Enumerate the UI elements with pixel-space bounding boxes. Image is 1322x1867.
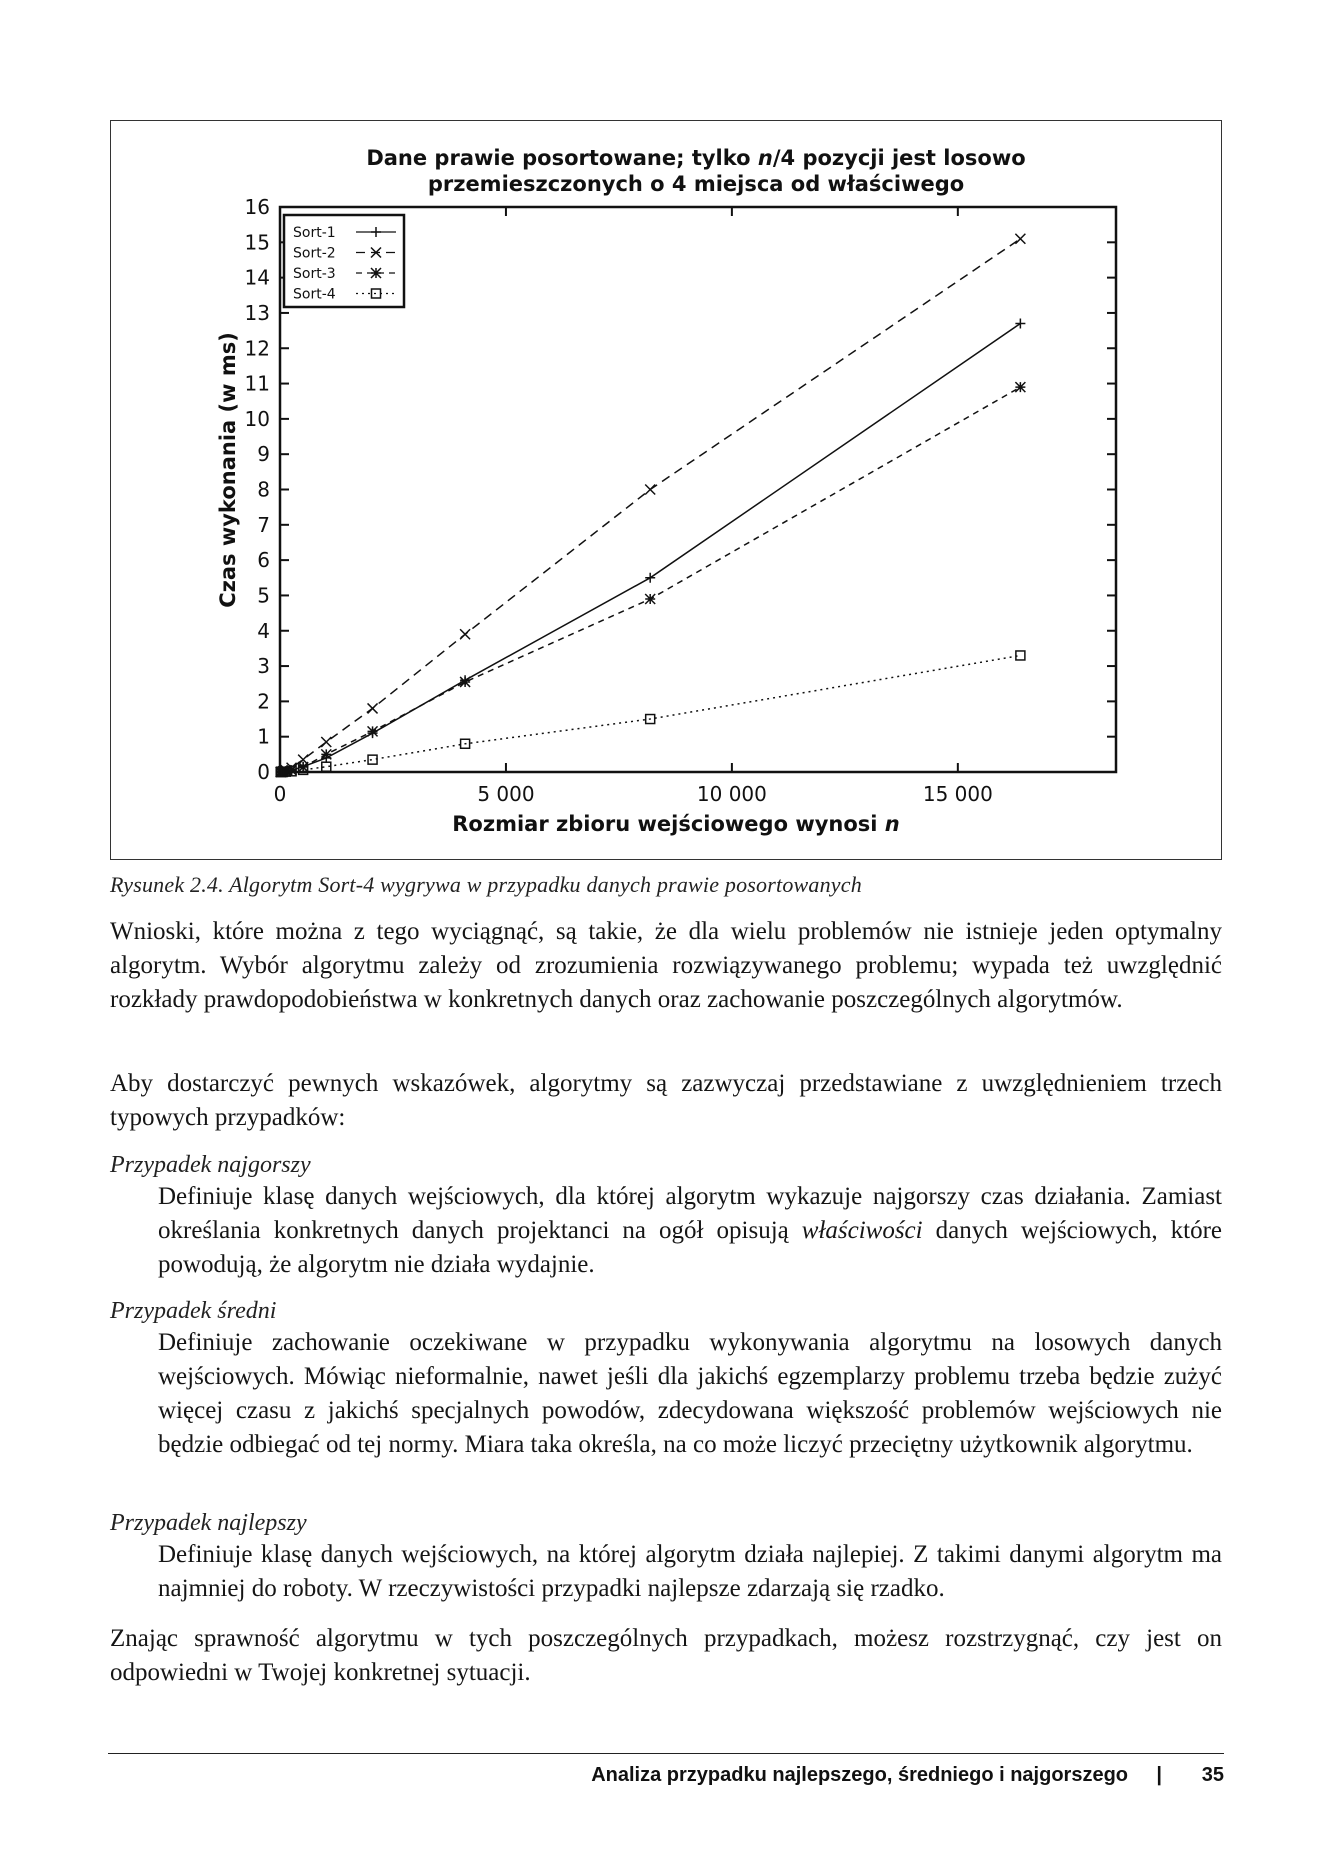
data-point — [645, 594, 655, 604]
data-point — [460, 677, 470, 687]
y-tick-label: 5 — [257, 583, 270, 608]
legend-marker — [371, 268, 381, 278]
definition-worst-case — [158, 1180, 1222, 1282]
paragraph-conclusions: Wnioski, które można z tego wyciągnąć, są takie, że dla wielu problemów nie istnieje jeden optymalny algorytm. Wybór algorytmu zależy od zrozumienia rozwiązywanego problemu; wypada też uwzględnić rozkłady prawdopodobieństwa w konkretnych danych oraz zachowanie poszczególnych algorytmów. — [110, 918, 1222, 1013]
chart — [0, 0, 1322, 880]
y-tick-label: 14 — [244, 265, 270, 290]
figure-caption: Rysunek 2.4. Algorytm Sort-4 wygrywa w przypadku danych prawie posortowanych — [110, 872, 862, 897]
y-tick-label: 16 — [244, 195, 270, 219]
legend-label: Sort-4 — [293, 286, 336, 303]
footer-rule — [108, 1753, 1224, 1754]
data-point — [460, 629, 470, 639]
y-tick-label: 12 — [244, 336, 270, 361]
y-tick-label: 3 — [257, 654, 270, 679]
definition-average-case: Definiuje zachowanie oczekiwane w przypadku wykonywania algorytmu na losowych danych wejściowych. Mówiąc nieformalnie, nawet jeśli dla jakichś egzemplarzy problemu trzeba będzie zużyć więcej czasu z jakichś specjalnych powodów, zdecydowana większość problemów wejściowych nie będzie odbiegać od tej normy. Miara taka określa, na co może liczyć przeciętny użytkownik algorytmu. — [158, 1329, 1222, 1458]
y-tick-label: 11 — [244, 371, 270, 396]
chart-title-line2: przemieszczonych o 4 miejsca od właściwego — [427, 172, 965, 196]
series-sort-4 — [276, 651, 1025, 777]
y-tick-label: 7 — [257, 512, 270, 537]
chart-title-line1: Dane prawie posortowane; tylko n/4 pozycji jest losowo — [366, 146, 1026, 170]
data-point — [1015, 319, 1025, 329]
y-tick-label: 0 — [257, 760, 270, 784]
data-point — [321, 749, 331, 759]
x-tick-label: 10 000 — [696, 782, 767, 806]
footer-section-title: Analiza przypadku najlepszego, średniego i najgorszego — [591, 1764, 1128, 1786]
y-tick-label: 9 — [257, 442, 270, 467]
definition-worst-case-part1: Definiuje klasę danych wejściowych, dla której algorytm wykazuje najgorszy czas działania. Zamiast określania konkretnych danych projektanci na ogół opisują — [158, 1183, 1222, 1244]
data-point — [645, 485, 655, 495]
definition-worst-case-emphasis: właściwości — [801, 1217, 923, 1244]
x-tick-label: 15 000 — [922, 782, 993, 806]
data-point — [1015, 382, 1025, 392]
y-tick-label: 8 — [257, 477, 270, 502]
definition-best-case: Definiuje klasę danych wejściowych, na której algorytm działa najlepiej. Z takimi danymi algorytm ma najmniej do roboty. W rzeczywistości przypadki najlepsze zdarzają się rzadko. — [158, 1541, 1222, 1602]
y-tick-label: 13 — [244, 300, 270, 325]
term-best-case: Przypadek najlepszy — [110, 1510, 307, 1536]
series-line — [281, 324, 1021, 773]
footer-separator: | — [1156, 1764, 1162, 1786]
series-line — [281, 656, 1021, 773]
series-line — [281, 239, 1021, 772]
running-footer — [108, 1760, 1224, 1794]
paragraph-final: Znając sprawność algorytmu w tych poszczególnych przypadkach, możesz rozstrzygnąć, czy jest on odpowiedni w Twojej konkretnej sytuacji. — [110, 1625, 1222, 1686]
x-tick-label: 0 — [273, 782, 287, 806]
y-tick-label: 6 — [257, 548, 270, 573]
paragraph-cases-intro: Aby dostarczyć pewnych wskazówek, algorytmy są zazwyczaj przedstawiane z uwzględnieniem trzech typowych przypadków: — [110, 1070, 1222, 1131]
legend-label: Sort-2 — [293, 245, 336, 262]
legend-label: Sort-1 — [293, 225, 336, 241]
data-point — [645, 573, 655, 583]
term-average-case: Przypadek średni — [110, 1298, 277, 1324]
data-point — [368, 755, 377, 764]
data-point — [368, 703, 378, 713]
data-point — [1015, 234, 1025, 244]
x-axis-label: Rozmiar zbioru wejściowego wynosi n — [452, 812, 900, 836]
page-number: 35 — [1201, 1764, 1224, 1786]
y-tick-label: 10 — [244, 406, 270, 431]
data-point — [368, 726, 378, 736]
definition-worst-case-part2: danych wejściowych, które powodują, że algorytm nie działa wydajnie. — [158, 1217, 1223, 1278]
series-sort-1 — [276, 319, 1026, 777]
y-axis-label: Czas wykonania (w ms) — [216, 332, 240, 608]
y-tick-label: 2 — [257, 689, 270, 714]
y-tick-label: 1 — [257, 724, 270, 749]
y-tick-label: 4 — [257, 618, 270, 643]
term-worst-case: Przypadek najgorszy — [110, 1152, 311, 1178]
legend-label: Sort-3 — [293, 266, 336, 282]
y-tick-label: 15 — [244, 230, 270, 255]
data-point — [321, 737, 331, 747]
x-tick-label: 5 000 — [477, 782, 535, 806]
series-sort-2 — [276, 234, 1026, 777]
plot-area-border — [280, 207, 1116, 772]
